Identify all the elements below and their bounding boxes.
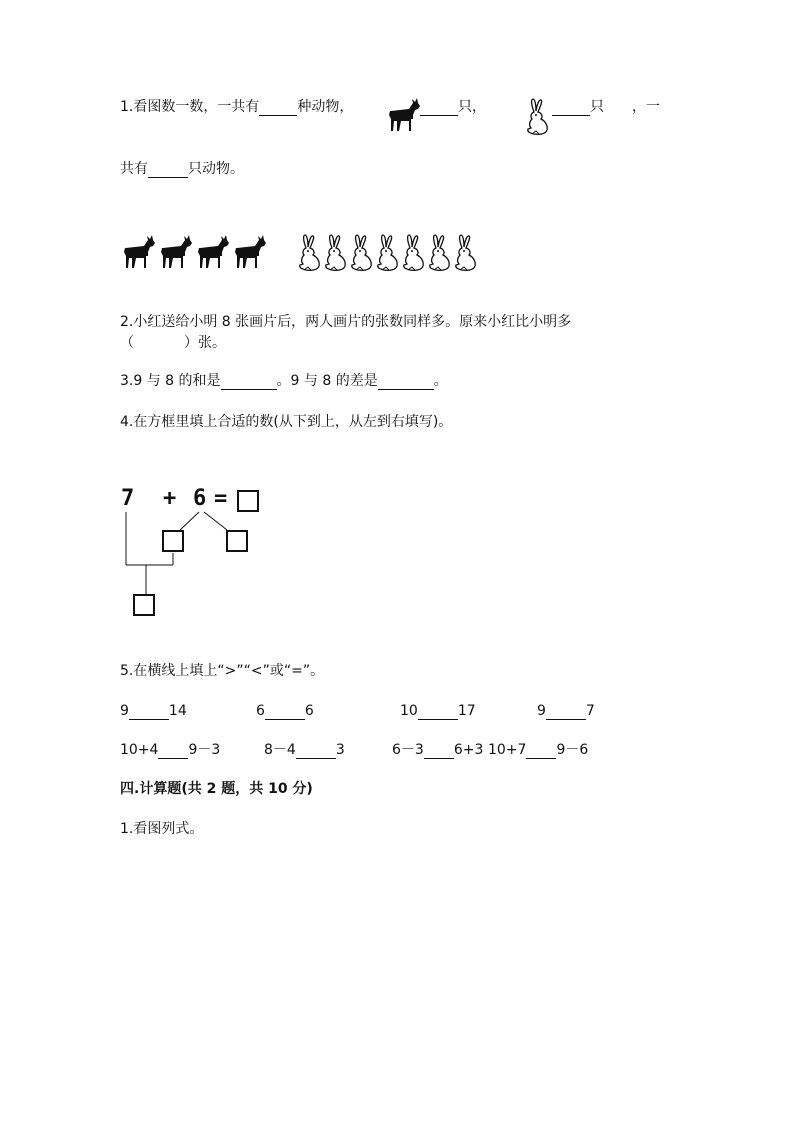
q2-paren-close: ）张。	[184, 335, 226, 351]
q5-r2-i4-right: 9－6	[556, 742, 589, 758]
q4-plus: +	[163, 486, 177, 511]
q5-row2-item	[488, 741, 588, 759]
q2-paren-open: （	[120, 335, 134, 351]
q1-text-b: 种动物，	[297, 99, 354, 115]
section4-title: 四.计算题(共 2 题，共 10 分)	[120, 781, 313, 797]
q3-part2: 。9 与 8 的差是	[276, 373, 378, 389]
q1-text-a: 1.看图数一数，一共有	[120, 99, 260, 115]
q5-r2-i2-blank[interactable]	[296, 744, 336, 759]
q4-equals: =	[214, 486, 228, 511]
q5-r1-i2-right: 6	[304, 703, 314, 719]
q5-r1-i1-left: 9	[120, 703, 129, 719]
q2-line1: 2.小红送给小明 8 张画片后，两人画片的张数同样多。原来小红比小明多	[120, 314, 572, 330]
q5-r2-i1-right: 9－3	[188, 742, 221, 758]
q1-text-d: 只	[590, 99, 604, 115]
q4-num-a: 7	[121, 486, 135, 511]
q5-row2-item	[120, 741, 220, 759]
q1-text-g: 只动物。	[188, 161, 244, 177]
q1-text-e: ，一	[632, 99, 660, 115]
q5-r1-i2-blank[interactable]	[265, 705, 305, 720]
q5-r2-i3-right: 6+3	[453, 742, 484, 758]
q1-text-f: 共有	[120, 161, 148, 177]
q5-r2-i3-left: 6－3	[392, 742, 424, 758]
q5-r1-i1-right: 14	[168, 703, 187, 719]
q5-r1-i2-left: 6	[256, 703, 265, 719]
q5-row1-item	[256, 702, 314, 720]
q5-r2-i2-right: 3	[335, 742, 345, 758]
q5-row1-item	[400, 702, 476, 720]
q5-row2-item	[392, 741, 483, 759]
q3-part1: 3.9 与 8 的和是	[120, 373, 221, 389]
q5-row2-item	[264, 741, 345, 759]
q5-r1-i3-right: 17	[457, 703, 476, 719]
q5-r1-i4-blank[interactable]	[546, 705, 586, 720]
q5-r1-i3-blank[interactable]	[418, 705, 458, 720]
q5-r2-i4-left: 10+7	[488, 742, 527, 758]
q5-text: 5.在横线上填上“>”“<”或“=”。	[120, 663, 325, 679]
q5-row1-item	[537, 702, 595, 720]
q5-r2-i1-blank[interactable]	[158, 744, 188, 759]
q5-r1-i4-right: 7	[585, 703, 595, 719]
q1-text-c: 只，	[458, 99, 486, 115]
q5-r2-i2-left: 8－4	[264, 742, 296, 758]
q5-r1-i4-left: 9	[537, 703, 546, 719]
q5-r1-i3-left: 10	[400, 703, 418, 719]
section4-q1: 1.看图列式。	[120, 821, 204, 837]
q4-text: 4.在方框里填上合适的数(从下到上，从左到右填写)。	[120, 414, 453, 430]
q5-row1-item	[120, 702, 187, 720]
q5-r1-i1-blank[interactable]	[129, 705, 169, 720]
q5-r2-i1-left: 10+4	[120, 742, 159, 758]
q5-r2-i3-blank[interactable]	[424, 744, 454, 759]
q4-num-b: 6	[193, 486, 207, 511]
q5-r2-i4-blank[interactable]	[526, 744, 556, 759]
q3-part3: 。	[433, 373, 448, 389]
